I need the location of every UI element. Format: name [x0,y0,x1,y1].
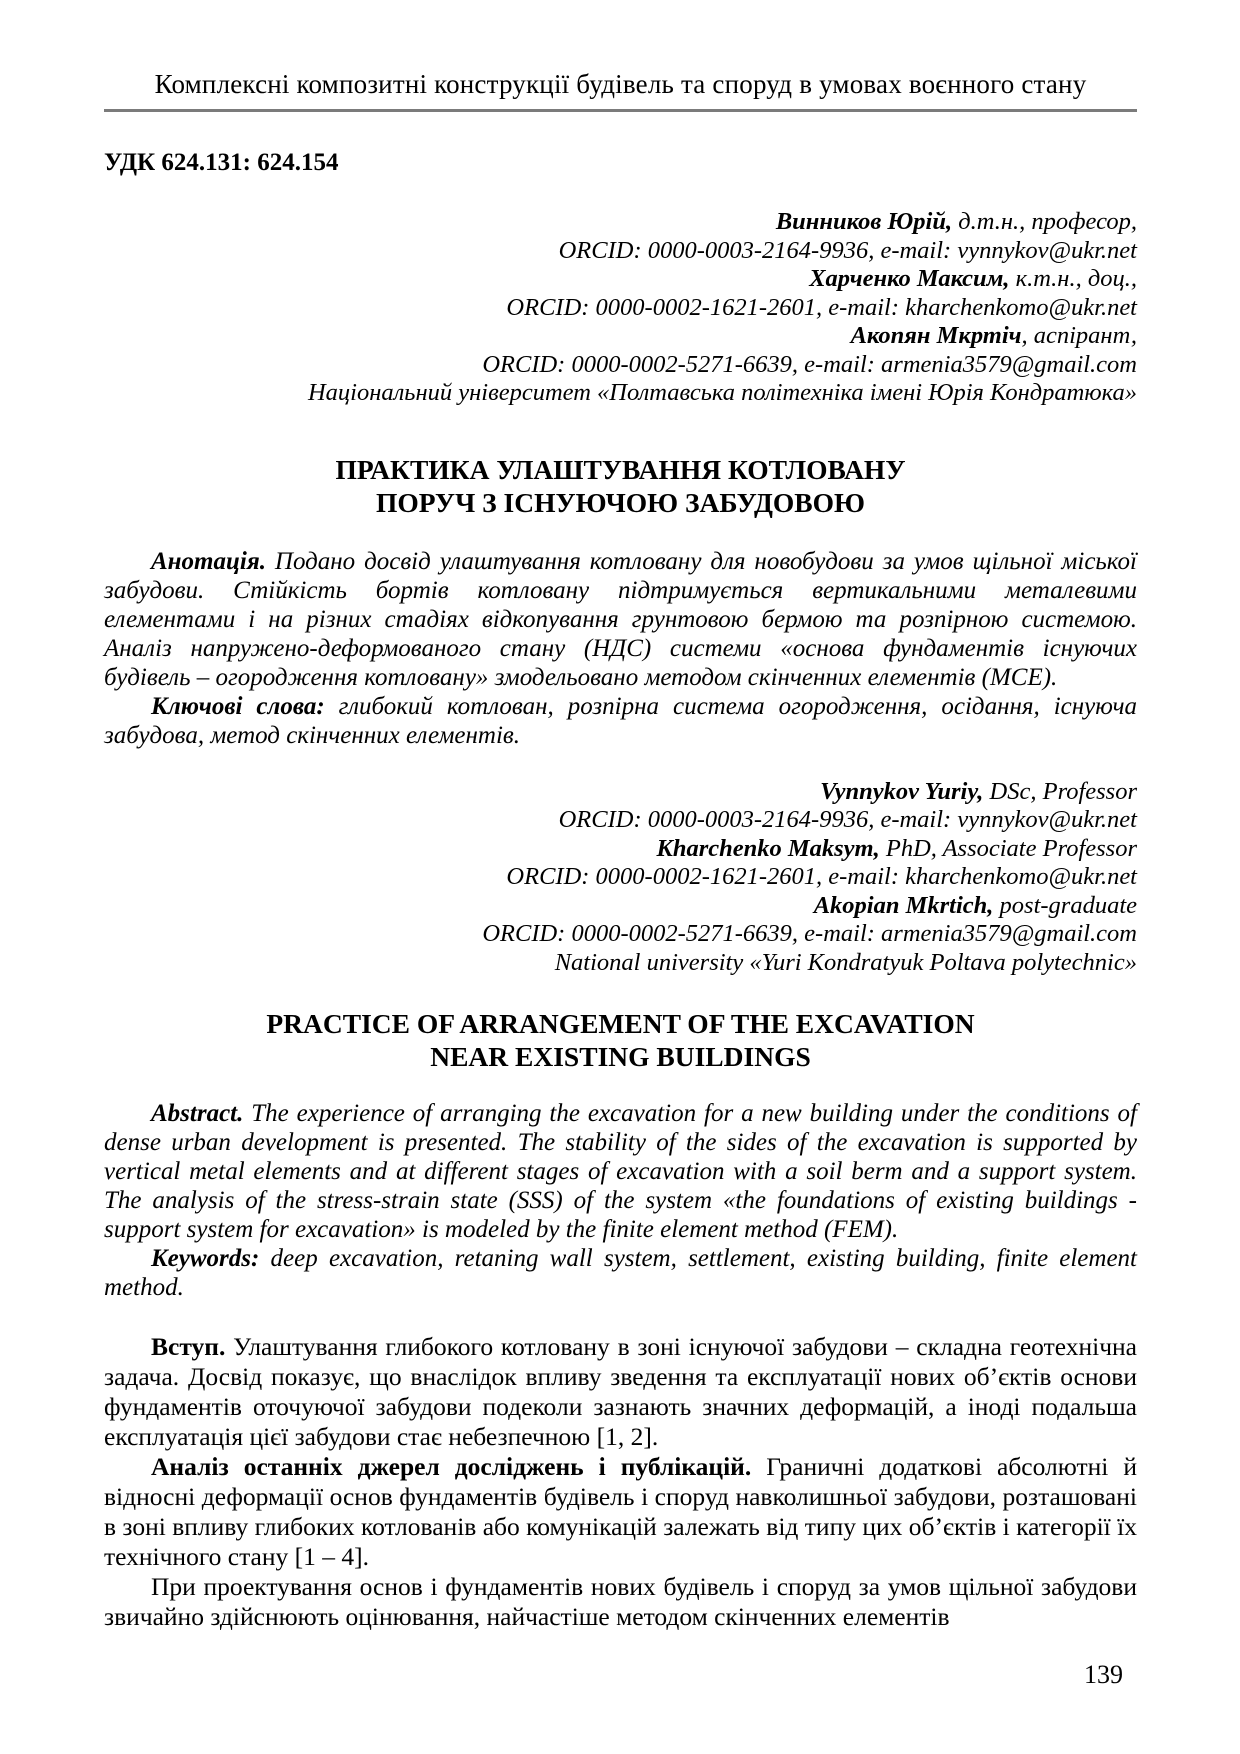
author-role: DSc, Professor [983,777,1137,805]
abstract-en-text: The experience of arranging the excavation for a new building under the conditions of dense urban development is presented. The stability of the sides of the excavation is supported by vertical metal elements and at different stages of excavation with a soil berm and a support system. The analysis of the stress-strain state (SSS) of the system «the foundations of existing buildings - support system for excavation» is modeled by the finite element method (FEM). [104,1100,1137,1243]
abstract-ua-label: Анотація. [151,547,266,575]
title-en-line2: NEAR EXISTING BUILDINGS [430,1041,811,1072]
paragraph-text: При проектування основ і фундаментів нових будівель і споруд за умов щільної забудови звичайно здійснюють оцінювання, найчастіше методом скінченних елементів [104,1572,1137,1631]
abstract-ua-text: Подано досвід улаштування котловану для новобудови за умов щільної міської забудови. Стійкість бортів котловану підтримується вертикальними металевими елементами і на різних стадіях відкопування грунтовою бермою та розпірною системою. Аналіз напружено-деформованого стану (НДС) системи «основа фундаментів існуючих будівель – огородження котловану» змодельовано методом скінченних елементів (МСЕ). [104,547,1137,691]
author-name-line [104,835,1137,864]
author-name: Акопян Мкртіч [850,322,1022,349]
author-name: Akopian Mkrtich, [813,891,994,919]
author-name: Харченко Максим, [809,265,1010,292]
author-name-line [104,208,1137,237]
keywords-ua-label: Ключові слова: [151,692,325,720]
article-body [104,1332,1137,1632]
title-ua [104,453,1137,519]
title-en-line1: PRACTICE OF ARRANGEMENT OF THE EXCAVATION [266,1008,975,1039]
author-name-line [104,892,1137,921]
header-divider [104,109,1137,112]
author-orcid-line: ORCID: 0000-0002-1621-2601, e-mail: kharchenkomo@ukr.net [506,863,1137,890]
author-role: PhD, Associate Professor [879,834,1137,862]
author-orcid-line: ORCID: 0000-0002-5271-6639, e-mail: armenia3579@gmail.com [482,920,1137,947]
keywords-en-label: Keywords: [151,1245,260,1272]
paragraph-label: Аналіз останніх джерел досліджень і публікацій. [151,1452,752,1481]
paragraph-design [104,1572,1137,1632]
author-orcid-line: ORCID: 0000-0003-2164-9936, e-mail: vynnykov@ukr.net [558,806,1137,833]
paragraph-analysis [104,1452,1137,1572]
running-header: Комплексні композитні конструкції будівель та споруд в умовах воєнного стану [154,69,1087,99]
affiliation-en: National university «Yuri Kondratyuk Poltava polytechnic» [554,948,1137,976]
author-name: Винников Юрій, [775,208,953,235]
page-number: 139 [1084,1660,1123,1689]
author-name-line [104,778,1137,807]
author-name-line [104,322,1137,351]
title-ua-line2: ПОРУЧ З ІСНУЮЧОЮ ЗАБУДОВОЮ [376,486,865,518]
authors-block-ua [104,208,1137,408]
paragraph-text: Граничні додаткові абсолютні й відносні деформації основ фундаментів будівель і споруд навколишньої забудови, розташовані в зоні впливу глибоких котлованів або комунікацій залежать від типу цих об’єктів і категорії їх технічного стану [1 – 4]. [104,1452,1137,1571]
paragraph-text: Улаштування глибокого котловану в зоні існуючої забудови – складна геотехнічна задача. Досвід показує, що внаслідок впливу зведення та експлуатації нових об’єктів основи фундаментів оточуючої забудови подеколи зазнають значних деформацій, а іноді подальша експлуатація цієї забудови стає небезпечною [1, 2]. [104,1332,1137,1451]
abstract-en [104,1099,1137,1244]
abstract-en-label: Abstract. [151,1100,244,1127]
author-role: post-graduate [993,891,1137,919]
author-orcid-line: ORCID: 0000-0003-2164-9936, e-mail: vynnykov@ukr.net [558,236,1137,264]
author-name-line [104,265,1137,294]
title-en [104,1007,1137,1073]
keywords-ua [104,692,1137,750]
author-role: к.т.н., доц., [1009,265,1137,292]
author-orcid-line: ORCID: 0000-0002-1621-2601, e-mail: kharchenkomo@ukr.net [506,293,1137,321]
author-name: Vynnykov Yuriy, [820,777,984,805]
keywords-ua-text: глибокий котлован, розпірна система огородження, осідання, існуюча забудова, метод скінченних елементів. [104,692,1137,749]
udc-code: УДК 624.131: 624.154 [104,149,339,176]
author-orcid-line: ORCID: 0000-0002-5271-6639, e-mail: armenia3579@gmail.com [482,350,1137,378]
authors-block-en [104,778,1137,978]
author-role: д.т.н., професор, [952,208,1137,235]
abstract-ua [104,547,1137,692]
paragraph-label: Вступ. [151,1332,226,1361]
title-ua-line1: ПРАКТИКА УЛАШТУВАННЯ КОТЛОВАНУ [335,453,906,485]
author-name: Kharchenko Maksym, [656,834,880,862]
affiliation-ua: Національний університет «Полтавська політехніка імені Юрія Кондратюка» [307,379,1137,406]
keywords-en-text: deep excavation, retaning wall system, settlement, existing building, finite element method. [104,1245,1137,1301]
author-role: , аспірант, [1021,322,1137,349]
keywords-en [104,1244,1137,1302]
paragraph-intro [104,1332,1137,1452]
